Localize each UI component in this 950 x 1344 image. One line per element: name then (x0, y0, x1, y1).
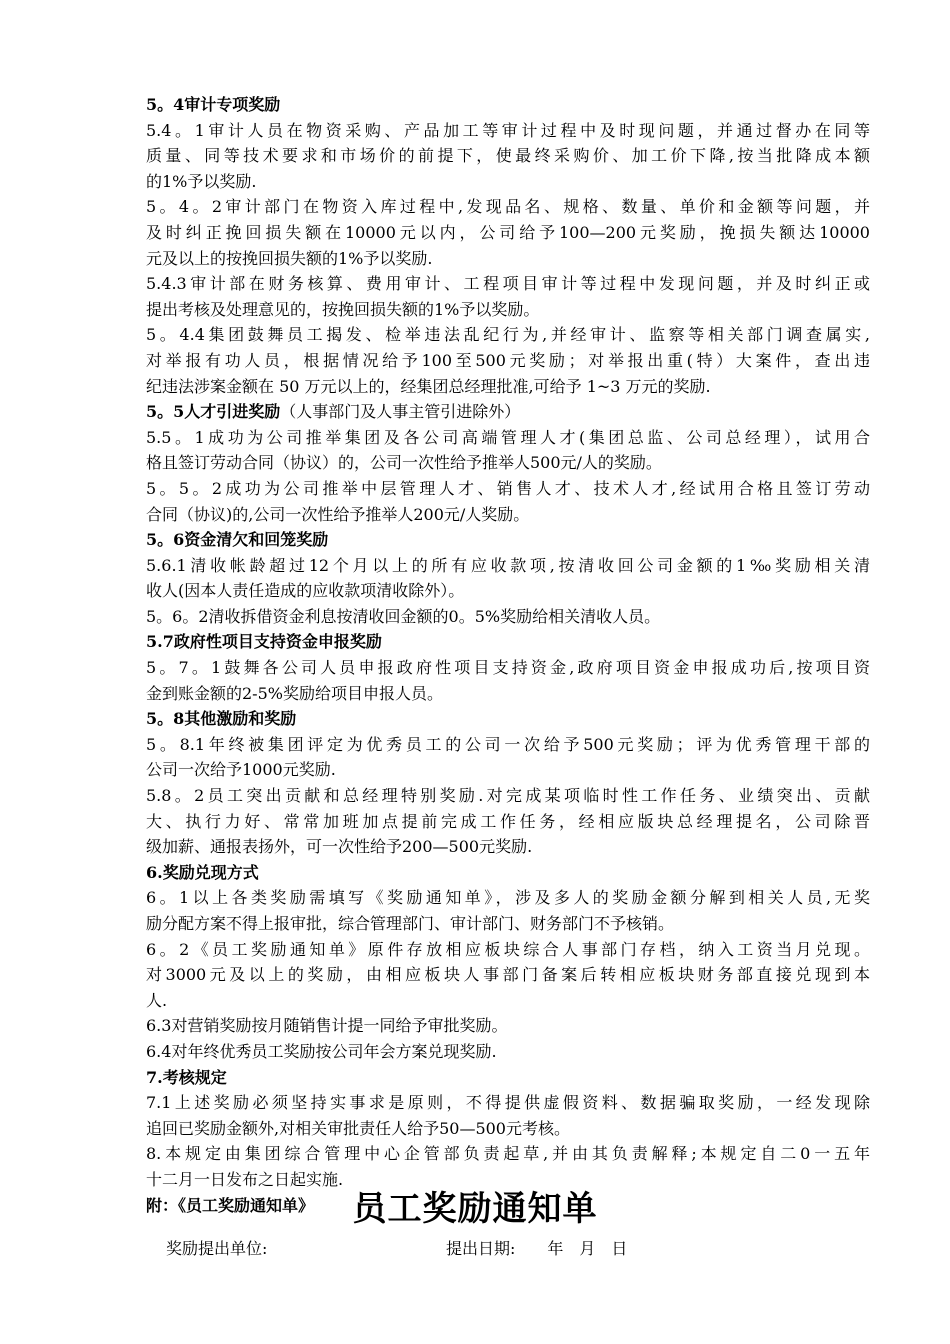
line-text: 大、执行力好、常常加班加点提前完成工作任务，经相应版块总经理提名，公司除晋 (146, 811, 870, 831)
paragraph-line (146, 450, 870, 476)
paragraph-line (146, 502, 870, 528)
line-text: 5。4审计专项奖励 (146, 95, 281, 114)
form-date-label: 提出日期: 年 月 日 (446, 1239, 628, 1258)
paragraph-line (146, 169, 870, 195)
line-text: 追回已奖励金额外,对相关审批责任人给予50—500元考核。 (146, 1118, 570, 1138)
paragraph-line (146, 1039, 870, 1065)
paragraph-line (146, 1141, 870, 1167)
paragraph-line (146, 732, 870, 758)
line-text: 5。5人才引进奖励 (146, 402, 281, 422)
line-text: 5。4.4集团鼓舞员工揭发、检举违法乱纪行为,并经审计、监察等相关部门调查属实, (146, 325, 870, 345)
line-text: 8.本规定由集团综合管理中心企管部负责起草,并由其负责解释;本规定自二0一五年 (146, 1144, 870, 1164)
heading-note: （人事部门及人事主管引进除外） (280, 402, 521, 422)
line-text: 7.考核规定 (146, 1067, 227, 1087)
document-body (146, 92, 870, 1218)
line-text: 元及以上的按挽回损失额的1%予以奖励. (146, 248, 433, 268)
line-text: 金到账金额的2-5%奖励给项目申报人员。 (146, 683, 443, 703)
paragraph-line (146, 143, 870, 169)
line-text: 5.6.1清收帐龄超过12个月以上的所有应收款项,按清收回公司金额的1‰奖励相关清 (146, 555, 870, 575)
line-text: 6.奖励兑现方式 (146, 862, 259, 882)
paragraph-line (146, 348, 870, 374)
section-heading (146, 399, 870, 425)
paragraph-line (146, 937, 870, 963)
line-text: 6。2《员工奖励通知单》原件存放相应板块综合人事部门存档，纳入工资当月兑现。 (146, 939, 870, 959)
line-text: 5。6资金清欠和回笼奖励 (146, 530, 329, 550)
paragraph-line (146, 988, 870, 1014)
line-text: 6.4对年终优秀员工奖励按公司年会方案兑现奖励. (146, 1041, 497, 1061)
paragraph-line (146, 1116, 870, 1142)
section-heading (146, 706, 870, 732)
line-text: 5.4。1审计人员在物资采购、产品加工等审计过程中及时现问题，并通过督办在同等 (146, 120, 870, 140)
line-text: 5。7。1鼓舞各公司人员申报政府性项目支持资金,政府项目资金申报成功后,按项目资 (146, 658, 870, 678)
line-text: 5。5。2成功为公司推举中层管理人才、销售人才、技术人才,经试用合格且签订劳动 (146, 478, 870, 498)
paragraph-line (146, 553, 870, 579)
section-heading (146, 860, 870, 886)
paragraph-line (146, 655, 870, 681)
line-text: 人. (146, 990, 168, 1010)
line-text: 的1%予以奖励. (146, 171, 257, 191)
line-text: 励分配方案不得上报审批，综合管理部门、审计部门、财务部门不予核销。 (146, 914, 675, 933)
paragraph-line (146, 681, 870, 707)
line-text: 5。8.1年终被集团评定为优秀员工的公司一次给予500元奖励；评为优秀管理干部的 (146, 734, 870, 754)
paragraph-line (146, 578, 870, 604)
paragraph-line (146, 809, 870, 835)
paragraph-line (146, 476, 870, 502)
paragraph-line (146, 962, 870, 988)
line-text: 6.3对营销奖励按月随销售计提一同给予审批奖励。 (146, 1016, 508, 1036)
line-text: 7.1上述奖励必须坚持实事求是原则，不得提供虚假资料、数据骗取奖励，一经发现除 (146, 1093, 870, 1113)
line-text: 6。1以上各类奖励需填写《奖励通知单》，涉及多人的奖励金额分解到相关人员,无奖 (146, 888, 870, 908)
paragraph-line (146, 783, 870, 809)
line-text: 5。8其他激励和奖励 (146, 709, 297, 729)
paragraph-line (146, 118, 870, 144)
paragraph-line (146, 757, 870, 783)
line-text: 公司一次给予1000元奖励. (146, 760, 336, 780)
line-text: 十二月一日发布之日起实施. (146, 1169, 344, 1189)
paragraph-line (146, 911, 870, 937)
paragraph-line (146, 271, 870, 297)
line-text: 及时纠正挽回损失额在10000元以内，公司给予100—200元奖励，挽损失额达10000 (146, 222, 870, 242)
line-text: 5。6。2清收拆借资金利息按清收回金额的0。5%奖励给相关清收人员。 (146, 606, 661, 626)
paragraph-line (146, 297, 870, 323)
line-text: 纪违法涉案金额在 50 万元以上的，经集团总经理批准,可给予 1~3 万元的奖励. (146, 376, 711, 396)
line-text: 对3000元及以上的奖励，由相应板块人事部门备案后转相应板块财务部直接兑现到本 (146, 965, 870, 985)
line-text: 5.8。2员工突出贡献和总经理特别奖励.对完成某项临时性工作任务、业绩突出、贡献 (146, 786, 870, 806)
paragraph-line (146, 220, 870, 246)
line-text: 5。4。2审计部门在物资入库过程中,发现品名、规格、数量、单价和金额等问题，并 (146, 197, 870, 217)
paragraph-line (146, 1090, 870, 1116)
line-text: 5.7政府性项目支持资金申报奖励 (146, 632, 382, 652)
form-unit-label: 奖励提出单位: (166, 1239, 268, 1258)
paragraph-line (146, 246, 870, 272)
section-heading (146, 92, 870, 118)
line-text: 5.4.3审计部在财务核算、费用审计、工程项目审计等过程中发现问题，并及时纠正或 (146, 274, 870, 294)
line-text: 5.5。1成功为公司推举集团及各公司高端管理人才(集团总监、公司总经理），试用合 (146, 427, 870, 447)
paragraph-line (146, 834, 870, 860)
line-text: 格且签订劳动合同（协议）的，公司一次性给予推举人500元/人的奖励。 (146, 453, 662, 473)
section-heading (146, 527, 870, 553)
paragraph-line (146, 885, 870, 911)
line-text: 附：《员工奖励通知单》 (146, 1195, 315, 1215)
line-text: 合同（协议)的,公司一次性给予推举人200元/人奖励。 (146, 504, 530, 524)
paragraph-line (146, 604, 870, 630)
section-heading (146, 629, 870, 655)
paragraph-line (146, 322, 870, 348)
line-text: 质量、同等技术要求和市场价的前提下，使最终采购价、加工价下降,按当批降成本额 (146, 146, 870, 166)
section-heading (146, 1065, 870, 1091)
paragraph-line (146, 425, 870, 451)
line-text: 级加薪、通报表扬外，可一次性给予200—500元奖励. (146, 837, 533, 857)
paragraph-line (146, 374, 870, 400)
paragraph-line (146, 194, 870, 220)
paragraph-line (146, 1013, 870, 1039)
line-text: 收人(因本人责任造成的应收款项清收除外）。 (146, 581, 465, 601)
line-text: 对举报有功人员，根据情况给予100至500元奖励；对举报出重(特）大案件，查出违 (146, 350, 870, 370)
form-title: 员工奖励通知单 (352, 1189, 598, 1229)
line-text: 提出考核及处理意见的，按挽回损失额的1%予以奖励。 (146, 299, 540, 319)
